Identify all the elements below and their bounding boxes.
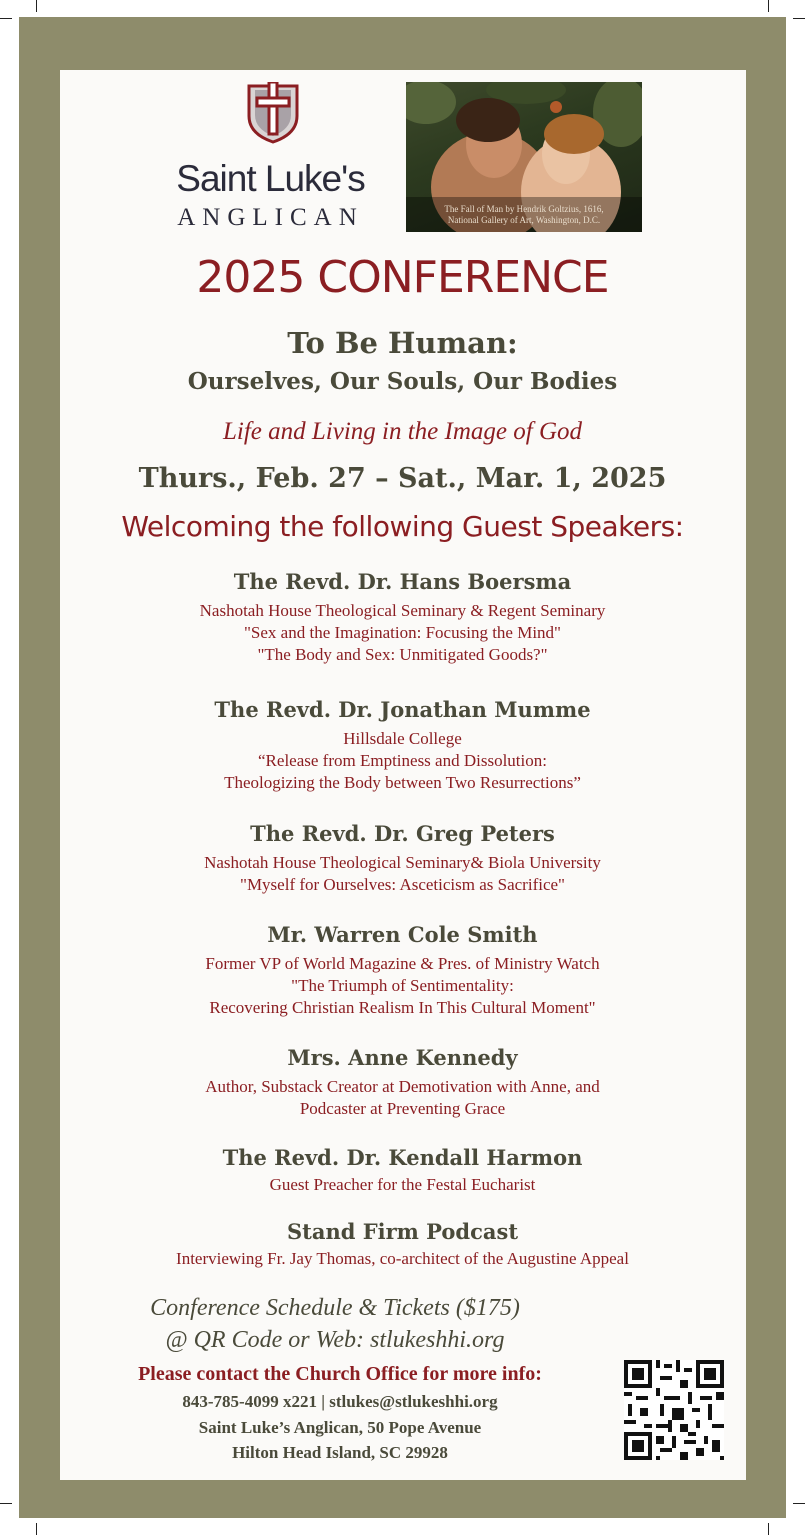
speaker-block	[0, 1219, 805, 1270]
speaker-name: The Revd. Dr. Hans Boersma	[233, 569, 572, 594]
address-line: Saint Luke’s Anglican, 50 Pope Avenue	[198, 1418, 482, 1437]
speaker-block	[0, 697, 805, 794]
speaker-name: Stand Firm Podcast	[286, 1219, 519, 1244]
event-dates: Thurs., Feb. 27 – Sat., Mar. 1, 2025	[138, 463, 667, 494]
speaker-talk: Recovering Christian Realism In This Cultural Moment"	[209, 998, 596, 1017]
speaker-name: The Revd. Dr. Jonathan Mumme	[214, 697, 591, 722]
speaker-affiliation: Nashotah House Theological Seminary& Biola University	[204, 853, 601, 872]
address-line: Hilton Head Island, SC 29928	[232, 1443, 448, 1462]
cross-shield-icon	[245, 82, 301, 144]
speaker-talk: Theologizing the Body between Two Resurrections”	[224, 773, 581, 792]
speaker-talk: "Sex and the Imagination: Focusing the Mind"	[243, 623, 561, 642]
speaker-talk: "The Triumph of Sentimentality:	[291, 976, 514, 995]
logo-name: Saint Luke's	[176, 158, 365, 199]
painting-caption	[406, 204, 642, 226]
crop-mark	[0, 1503, 12, 1504]
speaker-block	[0, 1145, 805, 1196]
tickets-info: Conference Schedule & Tickets ($175)	[150, 1295, 520, 1321]
speaker-affiliation: Podcaster at Preventing Grace	[299, 1099, 506, 1118]
crop-mark	[0, 18, 12, 19]
qr-code-icon[interactable]	[624, 1360, 724, 1460]
theme-subtitle: Ourselves, Our Souls, Our Bodies	[187, 368, 618, 395]
conference-title: 2025 CONFERENCE	[196, 252, 609, 303]
phone-email: 843-785-4099 x221 | stlukes@stlukeshhi.org	[182, 1392, 498, 1411]
logo-subtitle: ANGLICAN	[177, 204, 364, 231]
speaker-role: Interviewing Fr. Jay Thomas, co-architect of the Augustine Appeal	[176, 1249, 629, 1268]
crop-mark	[36, 1523, 37, 1535]
speaker-affiliation: Nashotah House Theological Seminary & Regent Seminary	[199, 601, 606, 620]
speaker-talk: "Myself for Ourselves: Asceticism as Sacrifice"	[240, 875, 565, 894]
theme-title: To Be Human:	[287, 326, 518, 360]
welcome-heading: Welcoming the following Guest Speakers:	[121, 510, 684, 543]
speaker-name: The Revd. Dr. Greg Peters	[250, 821, 555, 846]
painting-image	[406, 82, 642, 232]
speaker-block	[0, 821, 805, 896]
speaker-affiliation: Hillsdale College	[343, 729, 462, 748]
crop-mark	[768, 1523, 769, 1535]
speaker-name: Mrs. Anne Kennedy	[287, 1045, 518, 1070]
speaker-affiliation: Author, Substack Creator at Demotivation with Anne, and	[205, 1077, 600, 1096]
crop-mark	[793, 18, 805, 19]
crop-mark	[768, 0, 769, 12]
speaker-block	[0, 922, 805, 1019]
caption-line: The Fall of Man by Hendrik Goltzius, 1616,	[444, 204, 604, 214]
speaker-affiliation: Former VP of World Magazine & Pres. of Ministry Watch	[205, 954, 600, 973]
speaker-name: The Revd. Dr. Kendall Harmon	[222, 1145, 583, 1170]
speaker-talk: “Release from Emptiness and Dissolution:	[258, 751, 547, 770]
speaker-block	[0, 1045, 805, 1120]
speaker-name: Mr. Warren Cole Smith	[267, 922, 538, 947]
speaker-role: Guest Preacher for the Festal Eucharist	[269, 1175, 536, 1194]
tagline: Life and Living in the Image of God	[223, 418, 582, 445]
speaker-block	[0, 569, 805, 666]
crop-mark	[36, 0, 37, 12]
caption-line: National Gallery of Art, Washington, D.C.	[447, 215, 601, 225]
web-info: @ QR Code or Web: stlukeshhi.org	[165, 1327, 505, 1353]
crop-mark	[793, 1503, 805, 1504]
contact-heading: Please contact the Church Office for more info:	[138, 1363, 542, 1385]
speaker-talk: "The Body and Sex: Unmitigated Goods?"	[257, 645, 548, 664]
